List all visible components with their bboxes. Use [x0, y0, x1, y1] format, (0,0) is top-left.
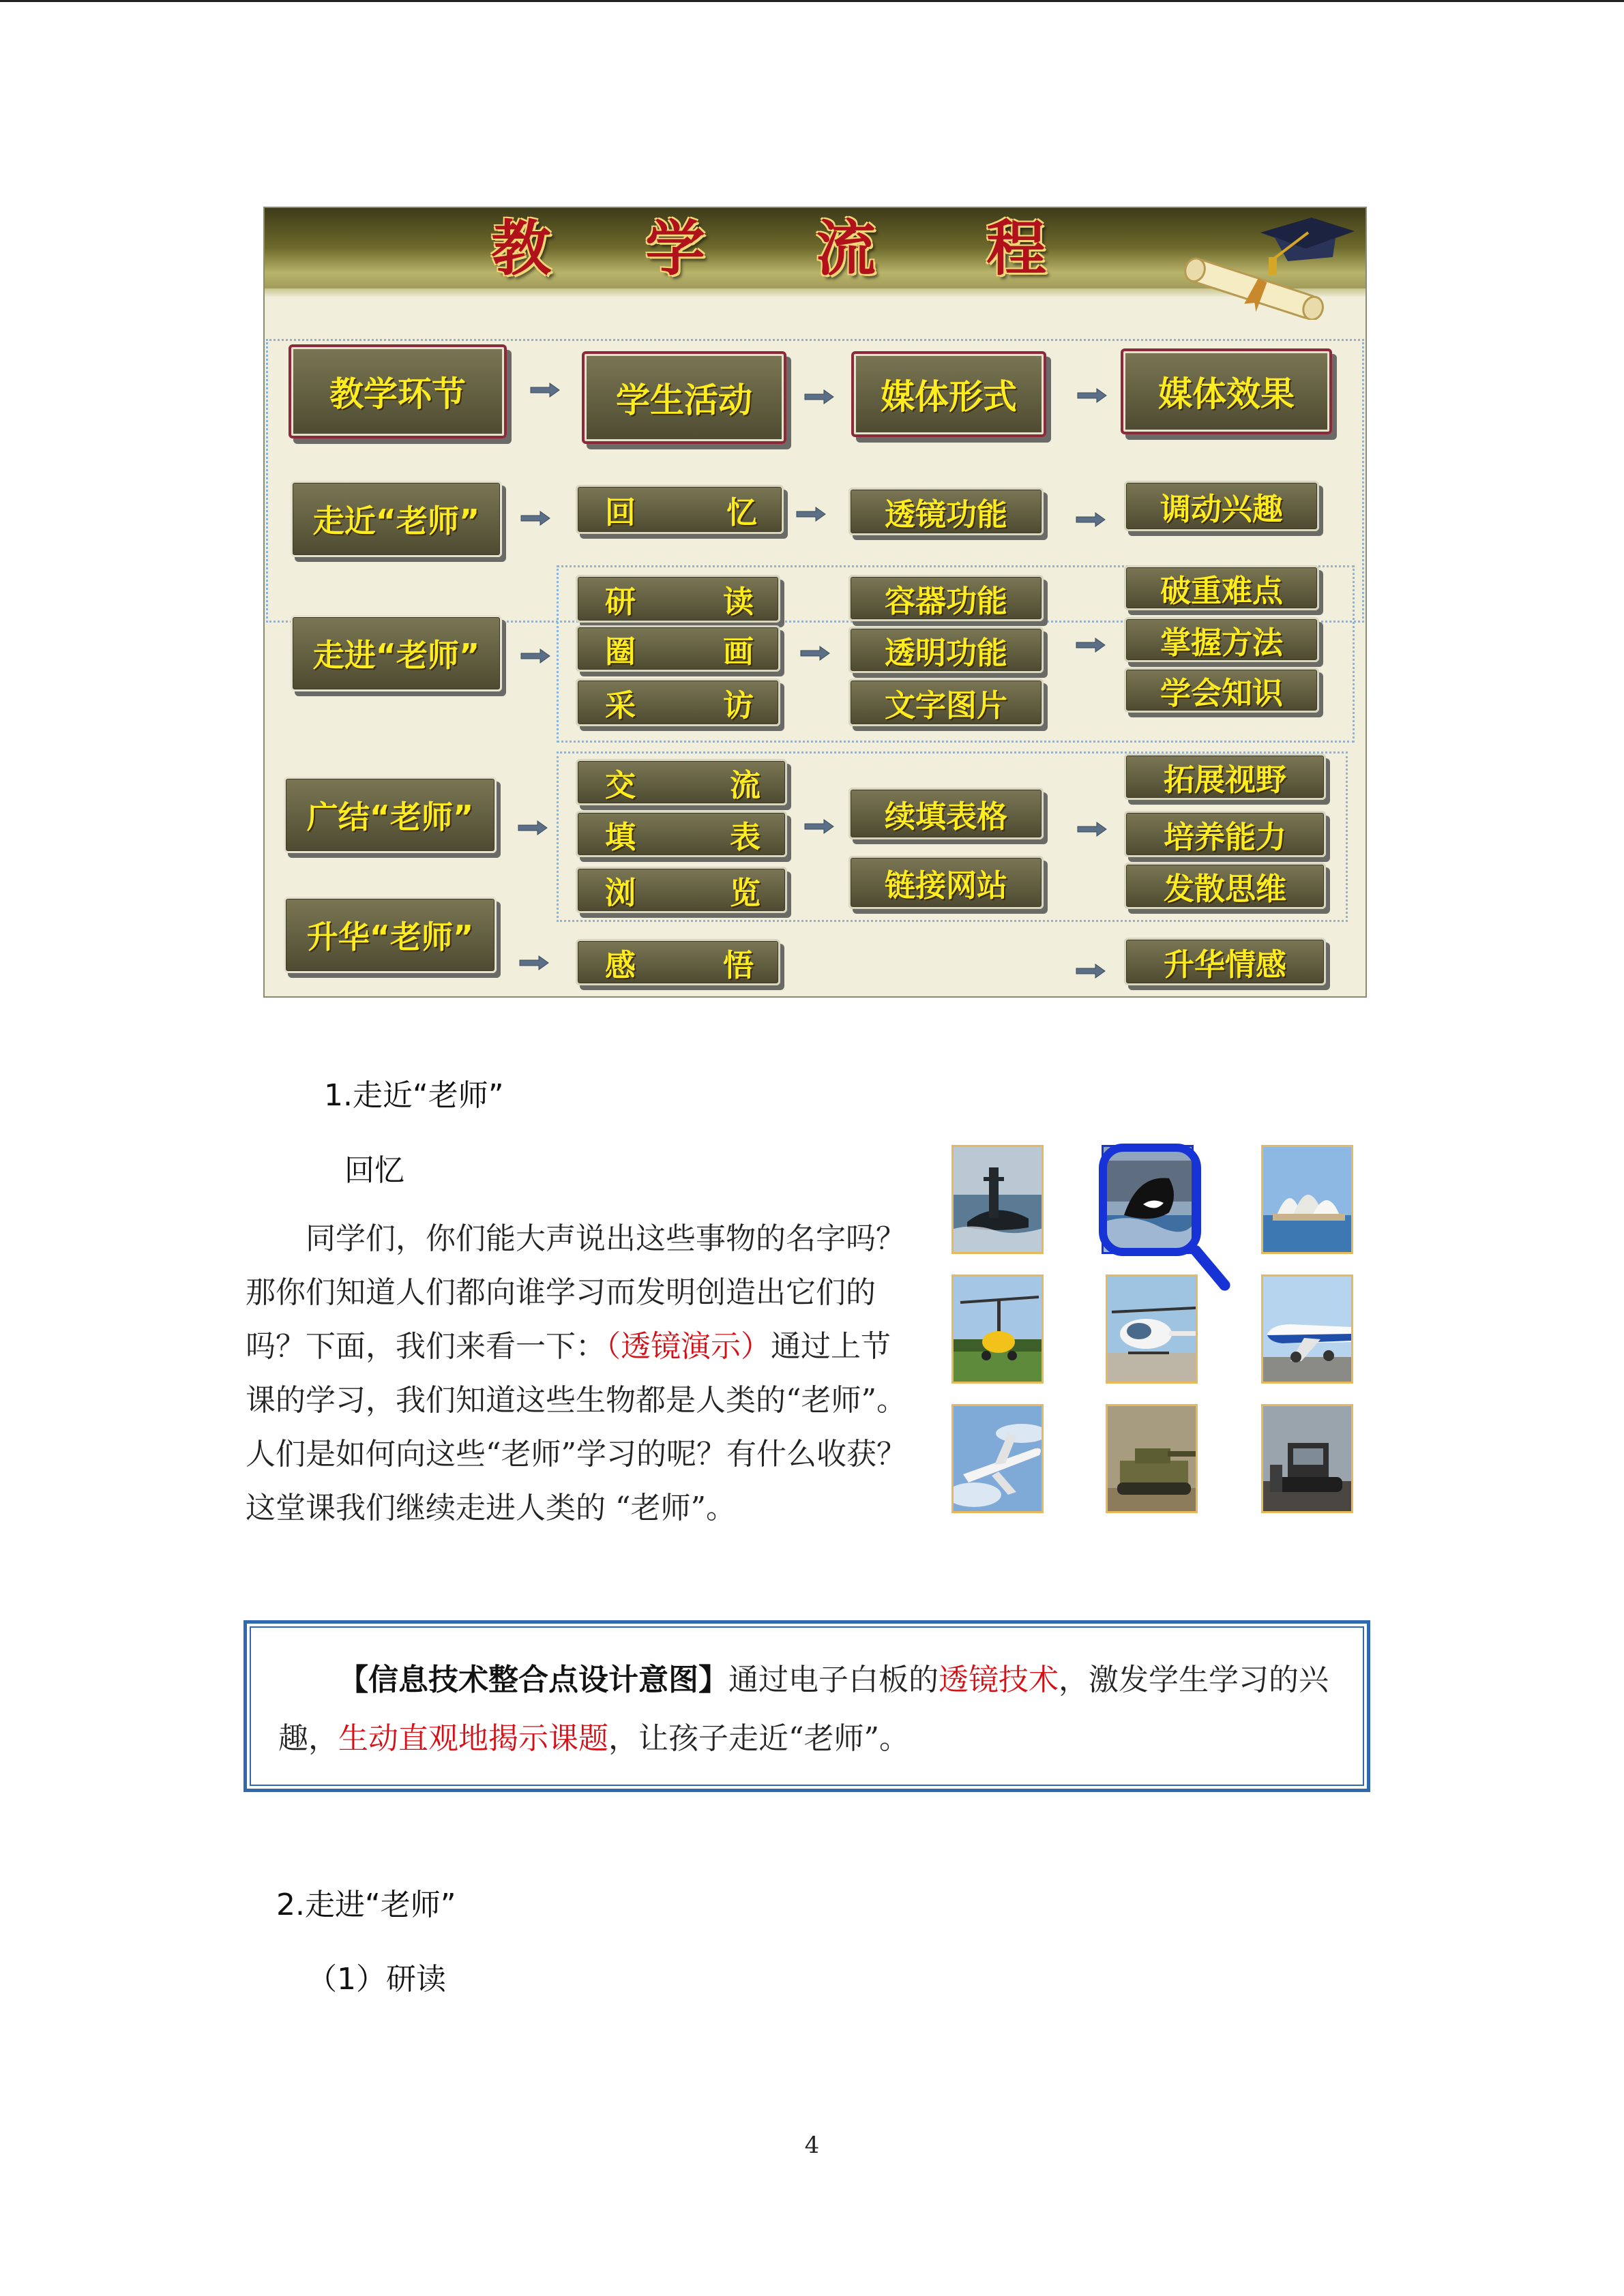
arrow-right-icon: [803, 389, 835, 404]
media-transparency: 透明功能: [848, 627, 1044, 673]
arrow-right-icon: [1075, 638, 1106, 653]
highlight-reveal-topic: 生动直观地揭示课题: [338, 1721, 608, 1756]
activity-fill-table: 填 表: [576, 811, 787, 857]
stage-enter-teacher: 走进“老师”: [291, 615, 502, 691]
arrow-right-icon: [517, 820, 548, 835]
arrow-right-icon: [520, 648, 551, 664]
page-number: 4: [804, 2132, 820, 2159]
bulldozer-photo: [1261, 1404, 1353, 1513]
effect-ability: 培养能力: [1124, 811, 1326, 857]
media-web-link: 链接网站: [848, 856, 1044, 909]
design-intent-box: [243, 1620, 1370, 1792]
design-intent-text: 【信息技术整合点设计意图】通过电子白板的透镜技术，激发学生学习的兴趣，生动直观地揭示课题，让孩子走近“老师”。: [250, 1626, 1364, 1786]
arrow-right-icon: [795, 507, 827, 522]
magnifier-lens-icon: [1099, 1144, 1201, 1256]
passenger-jet-photo: [1261, 1274, 1353, 1384]
effect-methods: 掌握方法: [1124, 617, 1319, 662]
arrow-right-icon: [520, 511, 551, 526]
para-red-text: （透镜演示）: [606, 1329, 771, 1364]
title-char-1: 教: [491, 213, 552, 284]
media-text-images: 文字图片: [848, 679, 1044, 726]
effect-interest: 调动兴趣: [1124, 481, 1319, 531]
arrow-right-icon: [529, 383, 561, 398]
section2-subheading: （1）研读: [307, 1962, 446, 1997]
media-container: 容器功能: [848, 575, 1044, 621]
activity-recall: 回 忆: [576, 485, 784, 534]
activity-circle: 圈 画: [576, 625, 780, 672]
activity-browse: 浏 览: [576, 867, 787, 913]
gyrocopter-photo: [951, 1274, 1044, 1384]
media-lens: 透镜功能: [848, 488, 1044, 535]
section1-paragraph: [246, 1212, 914, 1535]
arrow-right-icon: [1075, 512, 1106, 527]
submarine-photo: [951, 1145, 1044, 1254]
arrow-right-icon: [518, 955, 550, 970]
arrow-right-icon: [1076, 388, 1108, 403]
effect-key-points: 破重难点: [1124, 565, 1319, 610]
header-media-effect: 媒体效果: [1121, 348, 1332, 434]
page-top-border: [0, 0, 1624, 2]
arrow-right-icon: [1075, 964, 1106, 979]
title-char-3: 流: [816, 213, 876, 284]
section1-subheading: 回忆: [344, 1153, 404, 1188]
effect-horizons: 拓展视野: [1124, 754, 1326, 800]
graduation-cap-icon: [1172, 218, 1356, 320]
activity-reflect: 感 悟: [576, 939, 780, 985]
highlight-lens-tech: 透镜技术: [939, 1663, 1059, 1697]
stage-befriend-teacher: 广结“老师”: [284, 777, 497, 853]
arrow-right-icon: [799, 646, 831, 661]
activity-study: 研 读: [576, 575, 780, 623]
effect-emotion: 升华情感: [1124, 938, 1326, 985]
sydney-opera-house-photo: [1261, 1145, 1353, 1254]
header-student-activity: 学生活动: [582, 351, 786, 444]
section2-heading: 2.走进“老师”: [276, 1888, 456, 1922]
header-teaching-step: 教学环节: [289, 344, 507, 438]
helicopter-photo: [1106, 1274, 1198, 1384]
teaching-flow-chart: [263, 207, 1367, 998]
effect-knowledge: 学会知识: [1124, 668, 1319, 713]
title-char-2: 学: [645, 213, 706, 284]
arrow-right-icon: [803, 819, 835, 834]
arrow-right-icon: [1076, 822, 1108, 837]
section1-heading: 1.走近“老师”: [324, 1078, 504, 1113]
airplane-in-flight-photo: [951, 1404, 1044, 1513]
stage-approach-teacher: 走近“老师”: [291, 481, 502, 557]
effect-divergent: 发散思维: [1124, 863, 1326, 909]
para-text-1: 同学们，你们能大声说出这些事物的名字吗？那你们知道人们都向谁学习而发明创造出它们的吗？下面，我们来看一下：: [246, 1221, 906, 1364]
header-media-form: 媒体形式: [851, 351, 1046, 437]
activity-interview: 采 访: [576, 679, 780, 726]
para-text-2: 通过上节课的学习，我们知道这些生物都是人类的“老师”。人们是如何向这些“老师”学习的呢？有什么收获？这堂课我们继续走进人类的 “老师”。: [246, 1329, 906, 1525]
media-fill-table: 续填表格: [848, 788, 1044, 839]
activity-exchange: 交 流: [576, 759, 787, 805]
title-char-4: 程: [986, 213, 1047, 284]
stage-elevate-teacher: 升华“老师”: [284, 897, 497, 973]
design-intent-label: 【信息技术整合点设计意图】: [338, 1663, 728, 1697]
tank-photo: [1106, 1404, 1198, 1513]
